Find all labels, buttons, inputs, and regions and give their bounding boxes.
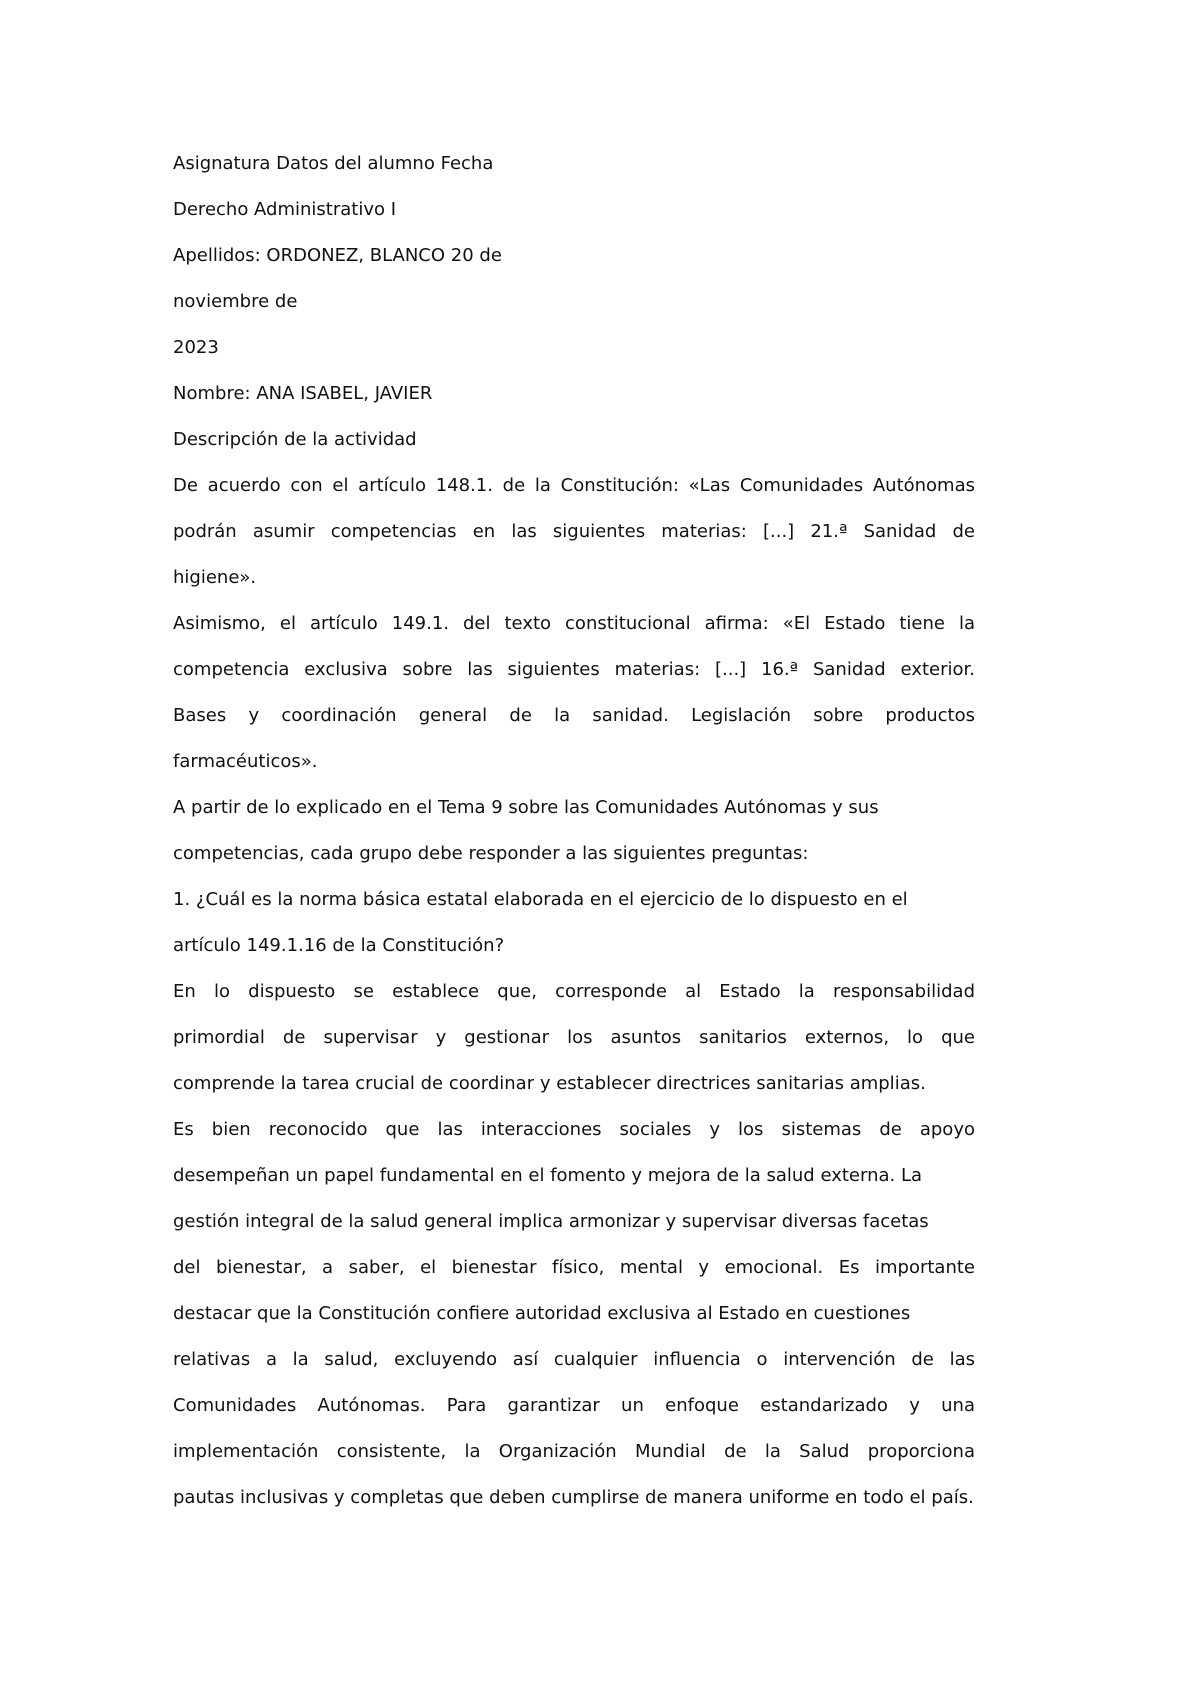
paragraph-line: competencia exclusiva sobre las siguientes materias: [...] 16.ª Sanidad exterior. — [173, 659, 975, 680]
answer-line: implementación consistente, la Organización Mundial de la Salud proporciona — [173, 1441, 975, 1462]
question-line: 1. ¿Cuál es la norma básica estatal elaborada en el ejercicio de lo dispuesto en el — [173, 889, 908, 910]
year-line: 2023 — [173, 337, 219, 358]
paragraph-line: higiene». — [173, 567, 257, 588]
answer-line: Es bien reconocido que las interacciones sociales y los sistemas de apoyo — [173, 1119, 975, 1140]
answer-line: En lo dispuesto se establece que, corresponde al Estado la responsabilidad — [173, 981, 975, 1002]
question-line: artículo 149.1.16 de la Constitución? — [173, 935, 505, 956]
answer-line: del bienestar, a saber, el bienestar físico, mental y emocional. Es importante — [173, 1257, 975, 1278]
answer-line: Comunidades Autónomas. Para garantizar un enfoque estandarizado y una — [173, 1395, 975, 1416]
answer-line: desempeñan un papel fundamental en el fomento y mejora de la salud externa. La — [173, 1165, 923, 1186]
course-name: Derecho Administrativo I — [173, 199, 397, 220]
answer-line: gestión integral de la salud general implica armonizar y supervisar diversas facetas — [173, 1211, 929, 1232]
paragraph-line: De acuerdo con el artículo 148.1. de la Constitución: «Las Comunidades Autónomas — [173, 475, 975, 496]
paragraph-line: A partir de lo explicado en el Tema 9 sobre las Comunidades Autónomas y sus — [173, 797, 879, 818]
section-heading: Descripción de la actividad — [173, 429, 417, 450]
answer-line: relativas a la salud, excluyendo así cualquier influencia o intervención de las — [173, 1349, 975, 1370]
name-line: Nombre: ANA ISABEL, JAVIER — [173, 383, 433, 404]
answer-line: destacar que la Constitución confiere autoridad exclusiva al Estado en cuestiones — [173, 1303, 911, 1324]
paragraph-line: Bases y coordinación general de la sanidad. Legislación sobre productos — [173, 705, 975, 726]
answer-line: comprende la tarea crucial de coordinar y establecer directrices sanitarias amplias. — [173, 1073, 926, 1094]
paragraph-line: Asimismo, el artículo 149.1. del texto constitucional afirma: «El Estado tiene la — [173, 613, 975, 634]
answer-line: primordial de supervisar y gestionar los asuntos sanitarios externos, lo que — [173, 1027, 975, 1048]
paragraph-line: competencias, cada grupo debe responder a las siguientes preguntas: — [173, 843, 809, 864]
date-line: noviembre de — [173, 291, 298, 312]
paragraph-line: podrán asumir competencias en las siguientes materias: [...] 21.ª Sanidad de — [173, 521, 975, 542]
paragraph-line: farmacéuticos». — [173, 751, 318, 772]
document-body — [173, 141, 975, 1521]
answer-line: pautas inclusivas y completas que deben cumplirse de manera uniforme en todo el país. — [173, 1487, 974, 1508]
header-line: Asignatura Datos del alumno Fecha — [173, 153, 494, 174]
surnames-line: Apellidos: ORDONEZ, BLANCO 20 de — [173, 245, 502, 266]
